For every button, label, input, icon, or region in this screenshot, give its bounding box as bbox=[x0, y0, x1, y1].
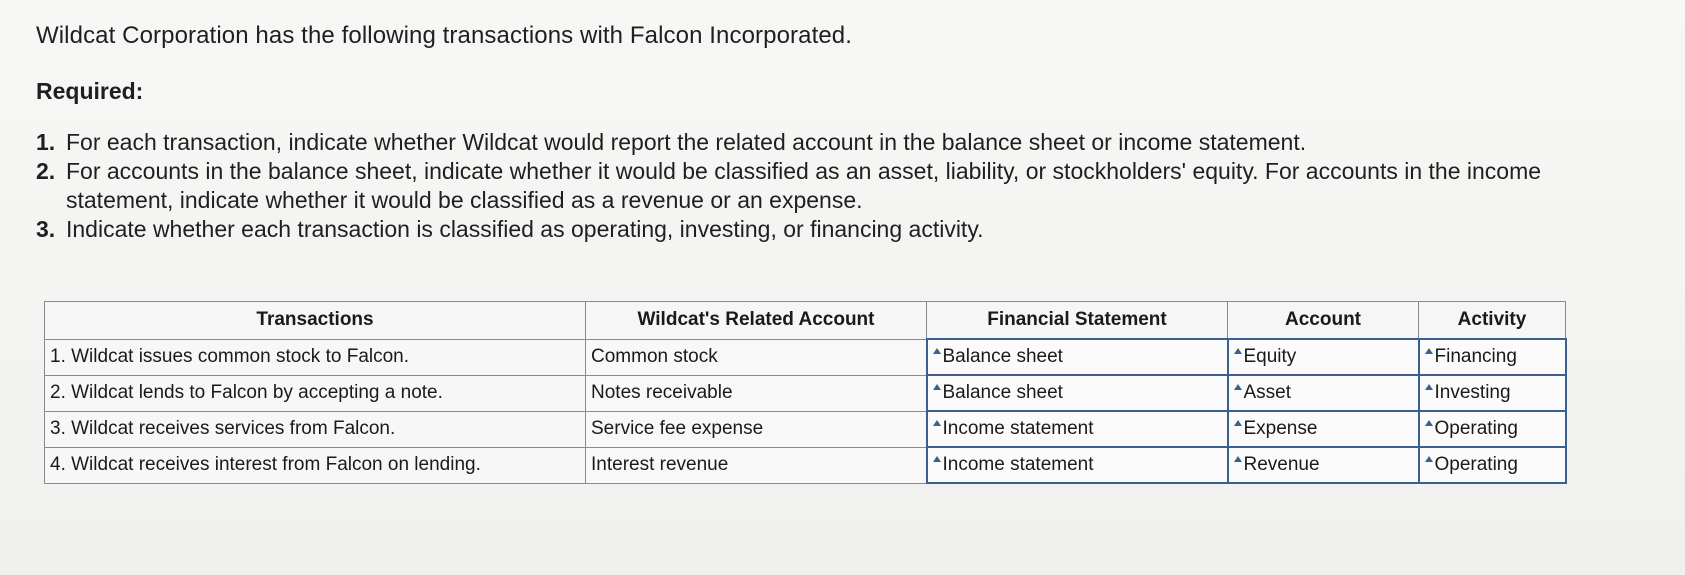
table-row bbox=[45, 447, 1566, 483]
dropdown-corner-icon bbox=[1234, 384, 1242, 390]
header-financial-statement: Financial Statement bbox=[927, 302, 1228, 340]
requirement-text: Indicate whether each transaction is classified as operating, investing, or financing activity. bbox=[66, 216, 984, 242]
related-account-cell: Interest revenue bbox=[586, 447, 927, 483]
requirement-text: For each transaction, indicate whether Wildcat would report the related account in the balance sheet or income statement. bbox=[66, 129, 1307, 155]
problem-intro: Wildcat Corporation has the following transactions with Falcon Incorporated. bbox=[36, 22, 853, 49]
requirement-text: For accounts in the balance sheet, indicate whether it would be classified as an asset, liability, or stockholders' equity. For accounts in the income statement, indicate whether it would be classified as a revenue or an expense. bbox=[66, 158, 1542, 213]
requirement-number: 1. bbox=[36, 129, 56, 155]
header-activity: Activity bbox=[1419, 302, 1566, 340]
table-row bbox=[45, 375, 1566, 411]
statement-select[interactable] bbox=[927, 375, 1228, 411]
header-account: Account bbox=[1228, 302, 1419, 340]
dropdown-corner-icon bbox=[933, 384, 941, 390]
transaction-cell: 1. Wildcat issues common stock to Falcon. bbox=[45, 339, 586, 375]
related-account-cell: Service fee expense bbox=[586, 411, 927, 447]
activity-select[interactable] bbox=[1419, 411, 1566, 447]
statement-select[interactable] bbox=[927, 447, 1228, 483]
dropdown-corner-icon bbox=[933, 420, 941, 426]
activity-select[interactable] bbox=[1419, 447, 1566, 483]
requirement-number: 2. bbox=[36, 158, 56, 184]
table-row bbox=[45, 339, 1566, 375]
related-account-cell: Common stock bbox=[586, 339, 927, 375]
account-select[interactable] bbox=[1228, 411, 1419, 447]
activity-select[interactable] bbox=[1419, 339, 1566, 375]
requirement-item bbox=[36, 157, 1596, 215]
dropdown-corner-icon bbox=[1425, 384, 1433, 390]
requirement-number: 3. bbox=[36, 216, 56, 242]
account-value: Equity bbox=[1243, 346, 1297, 367]
dropdown-corner-icon bbox=[933, 456, 941, 462]
activity-select[interactable] bbox=[1419, 375, 1566, 411]
account-select[interactable] bbox=[1228, 339, 1419, 375]
statement-value: Income statement bbox=[942, 418, 1094, 439]
dropdown-corner-icon bbox=[1425, 420, 1433, 426]
activity-value: Operating bbox=[1434, 454, 1518, 475]
activity-value: Financing bbox=[1434, 346, 1517, 367]
transaction-cell: 3. Wildcat receives services from Falcon. bbox=[45, 411, 586, 447]
table-header-row bbox=[45, 302, 1566, 340]
statement-value: Income statement bbox=[942, 454, 1094, 475]
account-select[interactable] bbox=[1228, 447, 1419, 483]
statement-value: Balance sheet bbox=[942, 346, 1063, 367]
dropdown-corner-icon bbox=[933, 348, 941, 354]
dropdown-corner-icon bbox=[1234, 456, 1242, 462]
transaction-cell: 2. Wildcat lends to Falcon by accepting a note. bbox=[45, 375, 586, 411]
requirements-list bbox=[36, 128, 1596, 244]
statement-select[interactable] bbox=[927, 411, 1228, 447]
requirement-item bbox=[36, 128, 1596, 157]
account-value: Revenue bbox=[1243, 454, 1320, 475]
required-heading: Required: bbox=[36, 78, 144, 104]
dropdown-corner-icon bbox=[1425, 456, 1433, 462]
account-value: Expense bbox=[1243, 418, 1318, 439]
related-account-cell: Notes receivable bbox=[586, 375, 927, 411]
header-transactions: Transactions bbox=[45, 302, 586, 340]
dropdown-corner-icon bbox=[1234, 348, 1242, 354]
account-value: Asset bbox=[1243, 382, 1292, 403]
activity-value: Investing bbox=[1434, 382, 1511, 403]
account-select[interactable] bbox=[1228, 375, 1419, 411]
statement-select[interactable] bbox=[927, 339, 1228, 375]
activity-value: Operating bbox=[1434, 418, 1518, 439]
statement-value: Balance sheet bbox=[942, 382, 1063, 403]
dropdown-corner-icon bbox=[1425, 348, 1433, 354]
requirement-item bbox=[36, 215, 1596, 244]
header-related-account: Wildcat's Related Account bbox=[586, 302, 927, 340]
transaction-cell: 4. Wildcat receives interest from Falcon on lending. bbox=[45, 447, 586, 483]
table-row bbox=[45, 411, 1566, 447]
dropdown-corner-icon bbox=[1234, 420, 1242, 426]
transactions-table bbox=[44, 301, 1567, 484]
